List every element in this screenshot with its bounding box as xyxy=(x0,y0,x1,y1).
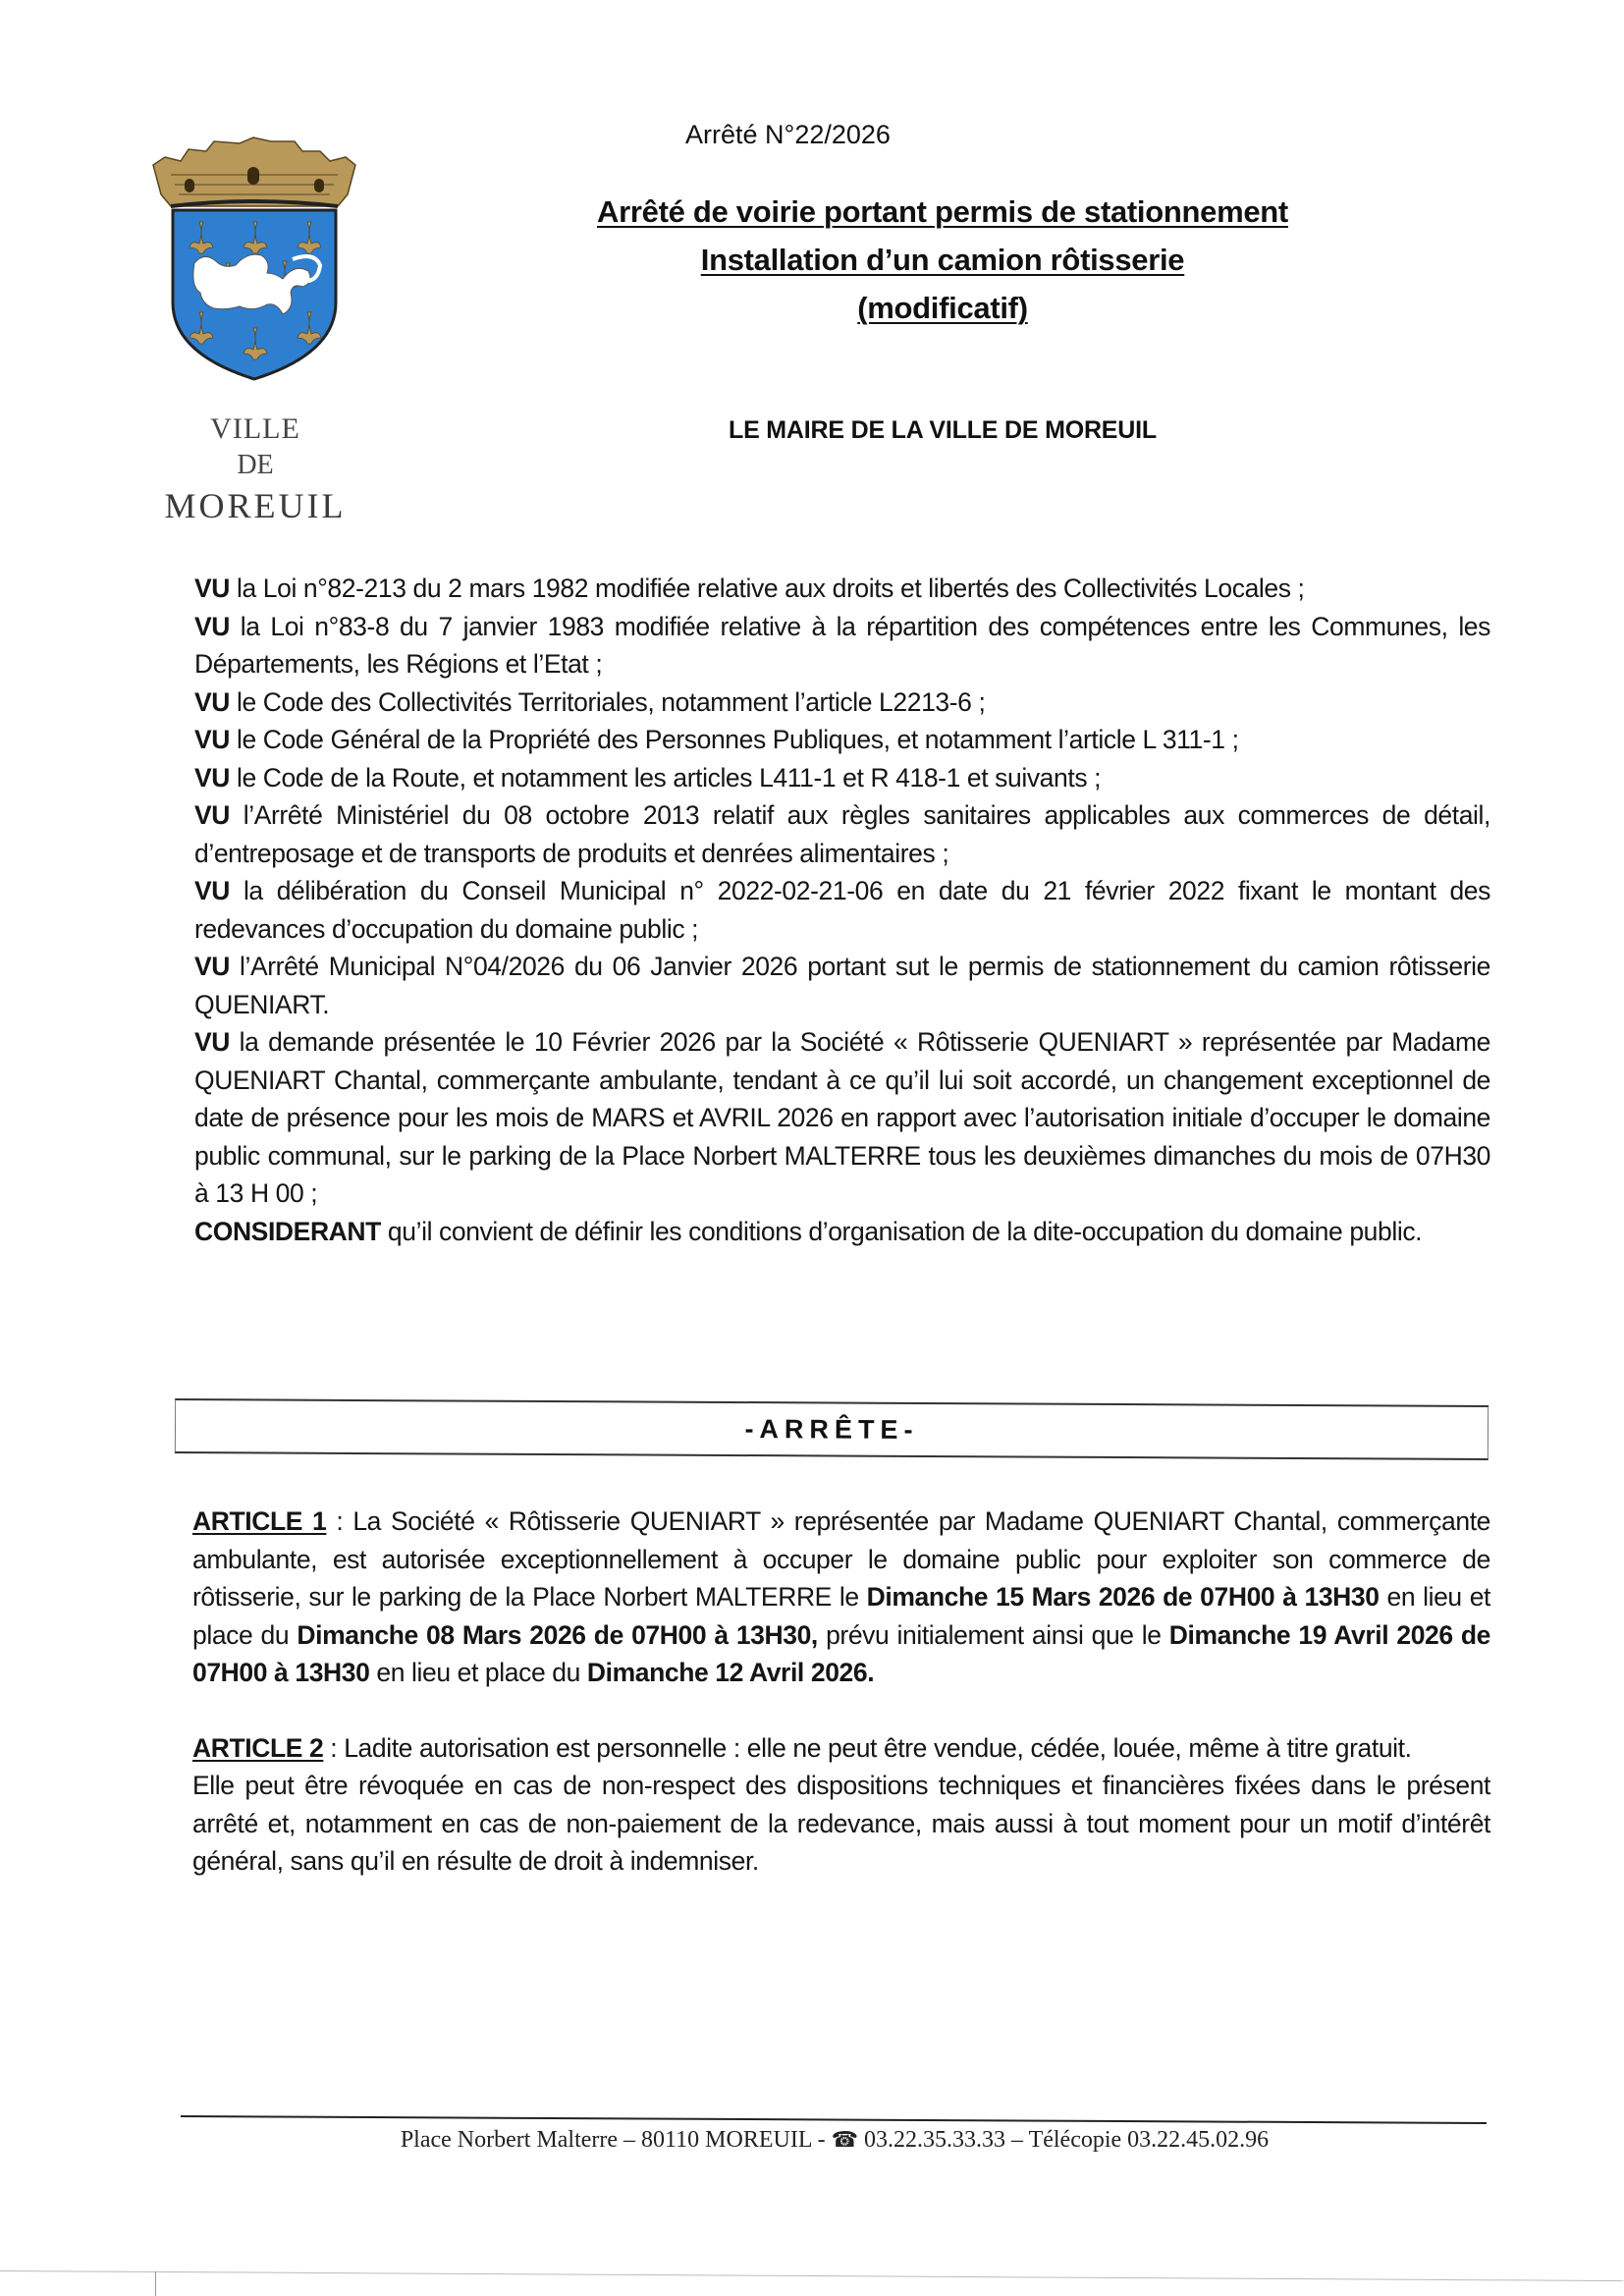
title-line-3: (modificatif) xyxy=(857,291,1028,325)
decision-banner xyxy=(175,1398,1489,1460)
article-2-paragraph: Elle peut être révoquée en cas de non-respect des dispositions techniques et financières fixées dans le présent arrêté et, notamment en cas de non-paiement de la redevance, mais aussi à tout moment pour un motif d’intérêt général, sans qu’il en résulte de droit à indemniser. xyxy=(192,1771,1490,1876)
footer-phone-fax: 03.22.35.33.33 – Télécopie 03.22.45.02.96 xyxy=(858,2127,1270,2153)
footer-contact xyxy=(177,2127,1492,2154)
visa-item: VU le Code de la Route, et notamment les articles L411-1 et R 418-1 et suivants ; xyxy=(194,762,1102,793)
logo-line-de: DE xyxy=(237,450,274,480)
article-2: ARTICLE 2 : Ladite autorisation est personnelle : elle ne peut être vendue, cédée, louée, même à titre gratuit. xyxy=(192,1732,1412,1763)
visa-item: VU la demande présentée le 10 Février 2026 par la Société « Rôtisserie QUENIART » représentée par Madame QUENIART Chantal, commerçante ambulante, tendant à ce qu’il lui soit accordé, un changement exceptionnel de date de présence pour les mois de MARS et AVRIL 2026 en rapport avec l’autorisation initiale d’occuper le domaine public communal, sur le parking de la Place Norbert MALTERRE tous les deuxièmes dimanches du mois de 07H30 à 13 H 00 ; xyxy=(194,1027,1490,1208)
visa-item: VU le Code des Collectivités Territoriales, notamment l’article L2213-6 ; xyxy=(194,686,986,717)
coat-of-arms-icon xyxy=(145,136,363,381)
considerant-item: CONSIDERANT qu’il convient de définir les conditions d’organisation de la dite-occupation du domaine public. xyxy=(194,1216,1423,1246)
visas-section xyxy=(194,570,1490,1250)
visa-item: VU la Loi n°82-213 du 2 mars 1982 modifiée relative aux droits et libertés des Collectivités Locales ; xyxy=(194,574,1305,603)
arrete-number: Arrêté N°22/2026 xyxy=(685,120,891,149)
spacer xyxy=(192,1692,1490,1729)
footer-divider xyxy=(181,2115,1487,2124)
footer-address: Place Norbert Malterre – 80110 MOREUIL - xyxy=(400,2127,832,2153)
article-1: ARTICLE 1 : La Société « Rôtisserie QUENIART » représentée par Madame QUENIART Chantal, commerçante ambulante, est autorisée exceptionnellement à occuper le domaine public pour exploiter son commerce de rôtisserie, sur le parking de la Place Norbert MALTERRE le Dimanche 15 Mars 2026 de 07H00 à 13H30 en lieu et place du Dimanche 08 Mars 2026 de 07H00 à 13H30, prévu initialement ainsi que le Dimanche 19 Avril 2026 de 07H00 à 13H30 en lieu et place du Dimanche 12 Avril 2026. xyxy=(192,1506,1491,1687)
articles-section xyxy=(192,1503,1490,1881)
visa-item: VU le Code Général de la Propriété des Personnes Publiques, et notamment l’article L 311-1 ; xyxy=(194,725,1239,754)
article-1-heading: ARTICLE 1 xyxy=(192,1506,327,1536)
issuer-heading: LE MAIRE DE LA VILLE DE MOREUIL xyxy=(729,416,1157,444)
logo-line-moreuil: MOREUIL xyxy=(164,486,347,525)
title-line-2: Installation d’un camion rôtisserie xyxy=(700,243,1185,277)
visa-item: VU l’Arrêté Municipal N°04/2026 du 06 Janvier 2026 portant sut le permis de stationnement du camion rôtisserie QUENIART. xyxy=(194,952,1490,1019)
visa-item: VU la Loi n°83-8 du 7 janvier 1983 modifiée relative à la répartition des compétences entre les Communes, les Départements, les Régions et l’Etat ; xyxy=(194,611,1490,679)
phone-icon: ☎ xyxy=(831,2127,858,2152)
visa-item: VU la délibération du Conseil Municipal n° 2022-02-21-06 en date du 21 février 2022 fixant le montant des redevances d’occupation du domaine public ; xyxy=(194,876,1490,944)
visa-item: VU l’Arrêté Ministériel du 08 octobre 2013 relatif aux règles sanitaires applicables aux commerces de détail, d’entreposage et de transports de produits et denrées alimentaires ; xyxy=(194,800,1490,868)
title-line-1: Arrêté de voirie portant permis de stationnement xyxy=(597,194,1288,229)
scan-edge-line xyxy=(0,2270,1624,2281)
article-2-heading: ARTICLE 2 xyxy=(192,1732,324,1763)
scan-edge-tick xyxy=(155,2271,156,2296)
logo-line-ville: VILLE xyxy=(210,412,300,445)
decision-banner-text: -ARRÊTE- xyxy=(744,1413,919,1445)
